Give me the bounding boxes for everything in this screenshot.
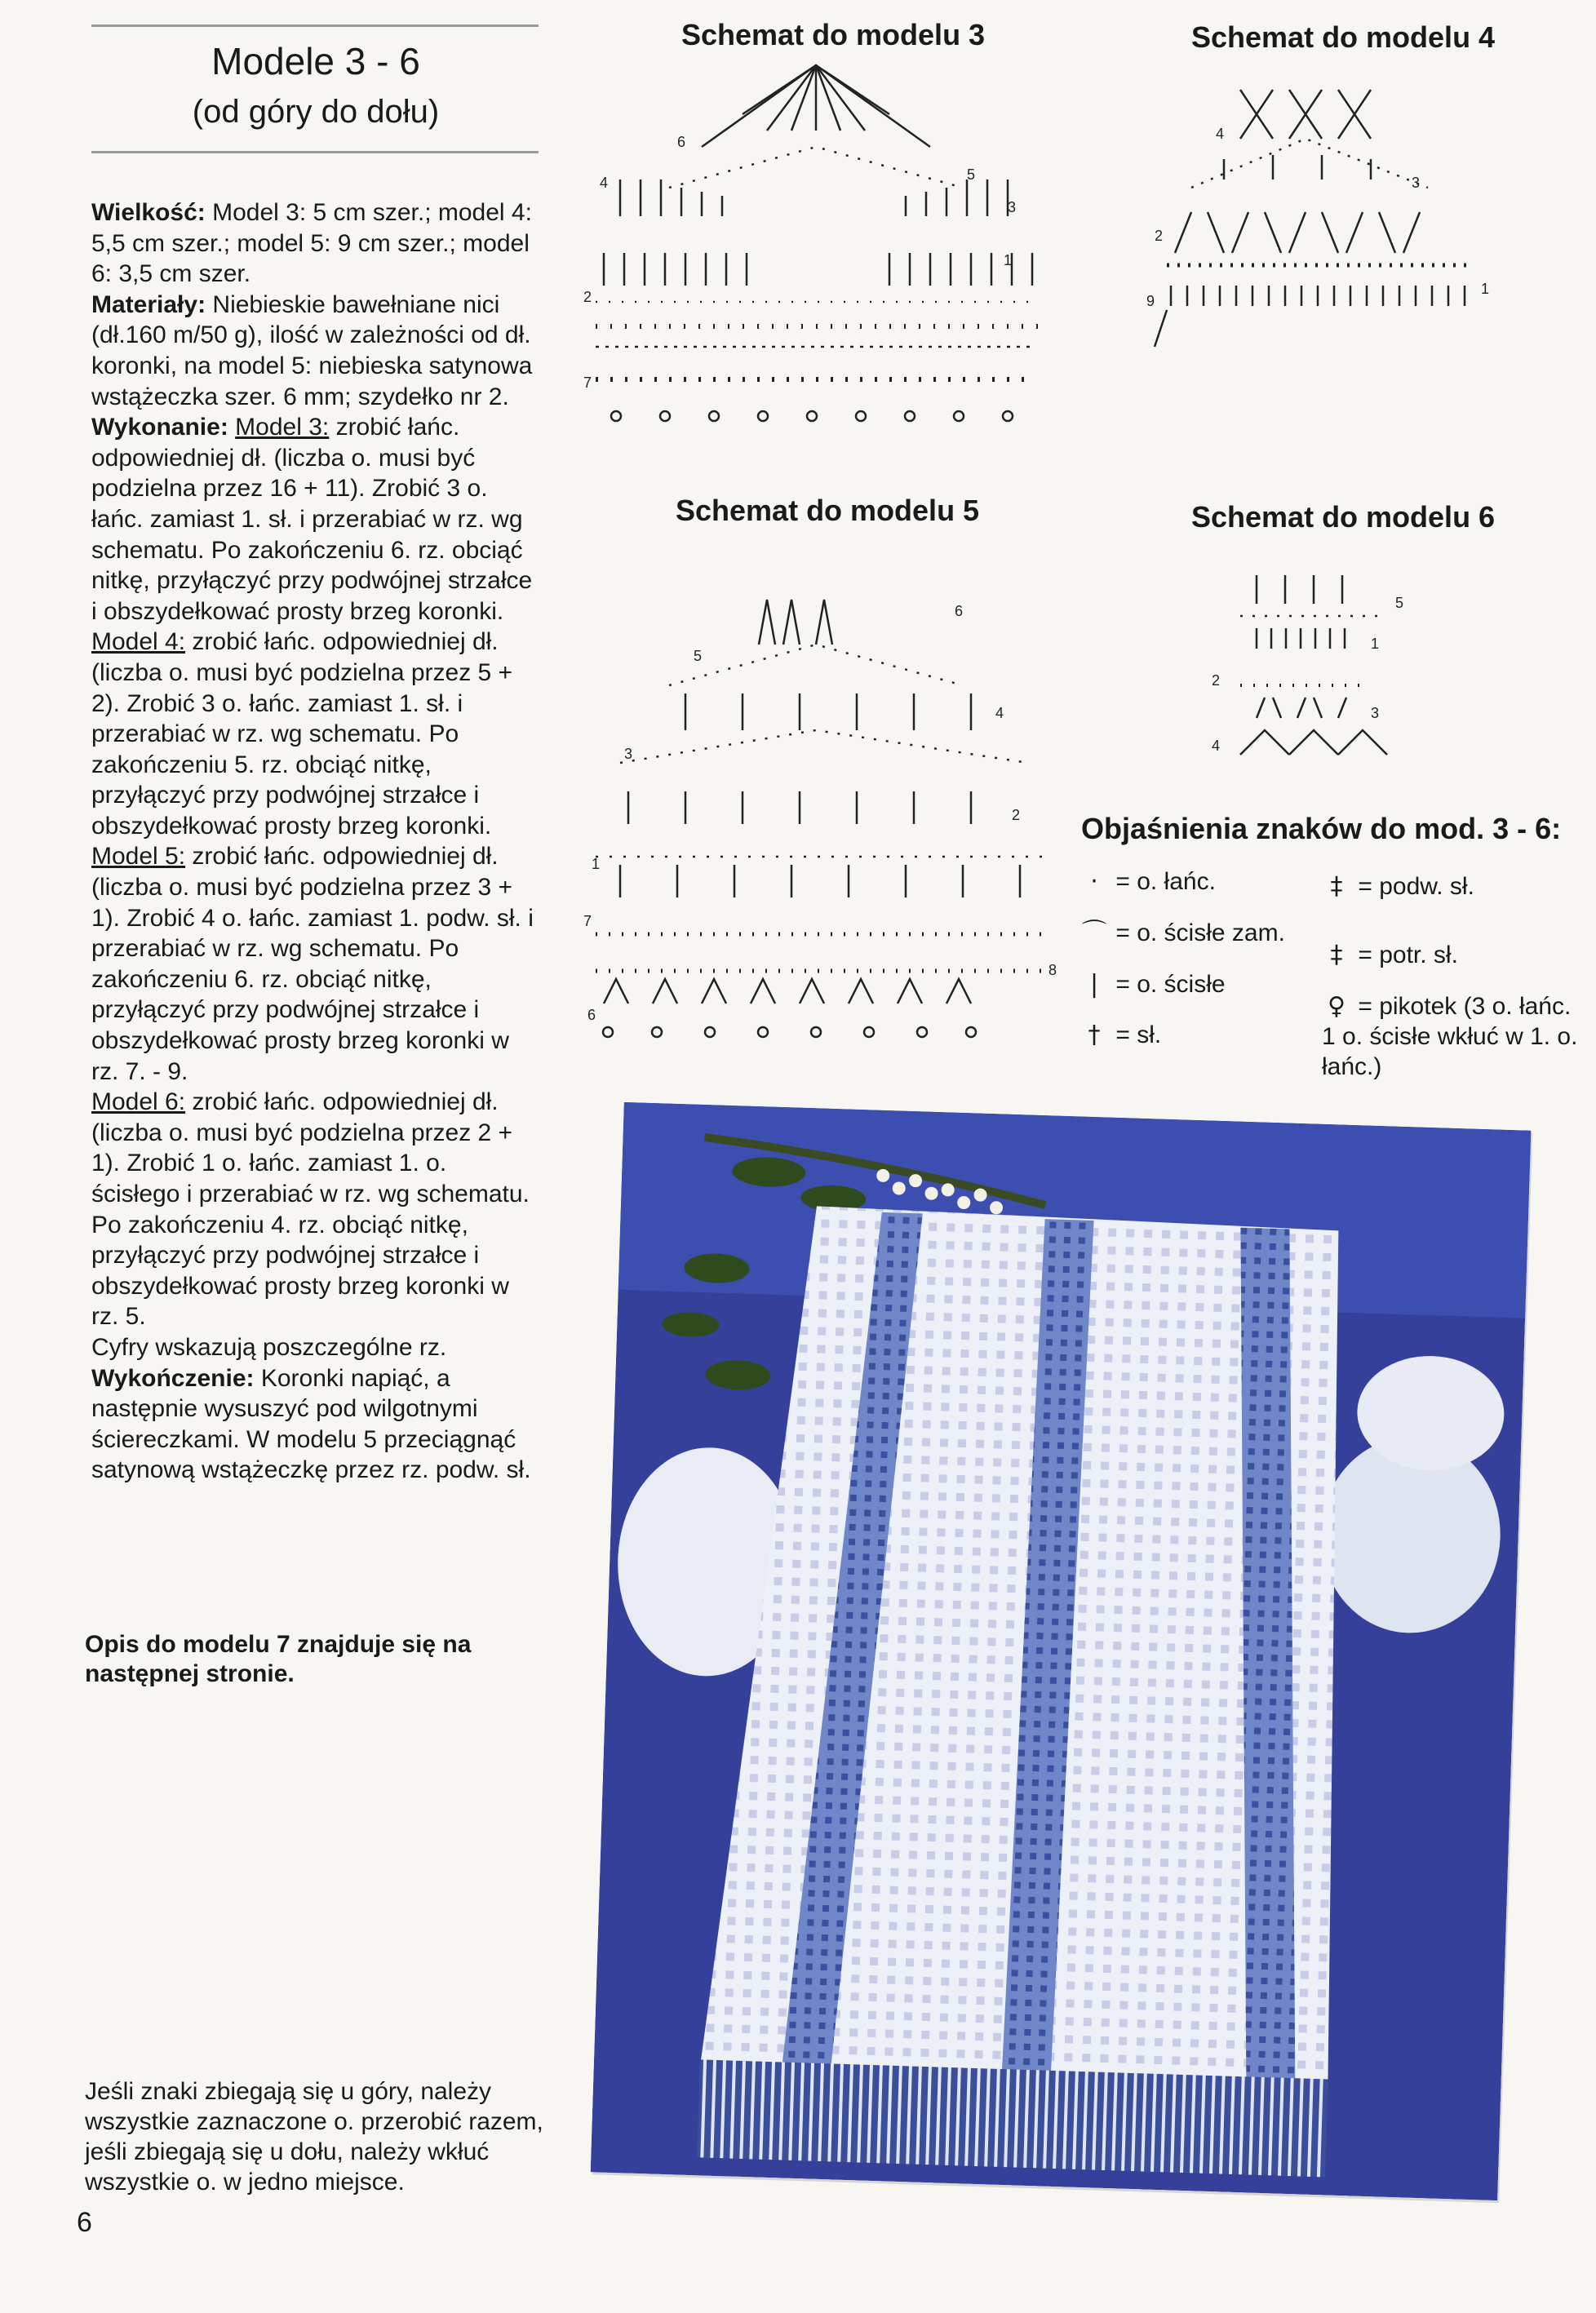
svg-text:7: 7 <box>583 374 592 391</box>
single-crochet-icon: | <box>1089 970 1099 999</box>
svg-text:4: 4 <box>995 705 1004 721</box>
execution-model3-paragraph: Wykonanie: Model 3: zrobić łańc. odpowiedniej dł. (liczba o. musi być podzielna przez 16 + 11). Zrobić 3 o. łańc. zamiast 1. sł. i przerabiać w rz. wg schematu. Po zakończeniu 6. rz. obciąć nitkę, przyłączyć przy podwójnej strzałce i obszydełkować prosty brzeg koronki. <box>91 414 533 625</box>
svg-text:8: 8 <box>1048 962 1057 978</box>
svg-text:2: 2 <box>1155 228 1164 244</box>
legend-double-crochet: † = sł. <box>1080 1020 1161 1050</box>
svg-text:7: 7 <box>583 913 592 929</box>
model6-paragraph: Model 6: zrobić łańc. odpowiedniej dł. (liczba o. musi być podzielna przez 2 + 1). Zrobić 1 o. łańc. zamiast 1. o. ścisłego i przerabiać w rz. wg schematu. Po zakończeniu 4. rz. obciąć nitkę, przyłączyć przy podwójnej strzałce i obszydełkować prosty brzeg koronki w rz. 5. <box>91 1088 530 1331</box>
legend-title: Objaśnienia znaków do mod. 3 - 6: <box>1081 812 1562 845</box>
size-paragraph: Wielkość: Model 3: 5 cm szer.; model 4: 5,5 cm szer.; model 5: 9 cm szer.; model 6: 3,5 cm szer. <box>91 199 532 288</box>
treble-crochet-icon: ‡ <box>1330 872 1343 901</box>
svg-text:2: 2 <box>1212 672 1221 689</box>
svg-text:4: 4 <box>1212 738 1221 754</box>
picot-icon: ♀ <box>1328 992 1346 1021</box>
title-rule-top <box>91 24 539 27</box>
triple-treble-icon: ‡ <box>1330 941 1343 969</box>
svg-text:5: 5 <box>694 648 703 664</box>
crochet-diagram-model4 <box>1142 65 1501 359</box>
title-rule-bottom <box>91 151 539 153</box>
scheme-title-model4: Schemat do modelu 4 <box>1191 20 1496 54</box>
svg-text:6: 6 <box>955 603 964 619</box>
legend-treble-crochet: ‡ = podw. sł. <box>1322 871 1474 902</box>
fan-top <box>702 65 930 147</box>
svg-text:4: 4 <box>1216 126 1225 142</box>
svg-text:3: 3 <box>1371 705 1380 721</box>
legend-slip-stitch: ⌒ = o. ścisłe zam. <box>1080 918 1285 948</box>
model5-paragraph: Model 5: zrobić łańc. odpowiedniej dł. (liczba o. musi być podzielna przez 3 + 1). Zrobić 4 o. łańc. zamiast 1. podw. sł. i przerabiać w rz. wg schematu. Po zakończeniu 6. rz. obciąć nitkę, przyłączyć przy podwójnej strzałce i obszydełkować prosty brzeg koronki w rz. 7. - 9. <box>91 843 534 1085</box>
page-number: 6 <box>77 2207 92 2238</box>
svg-text:1: 1 <box>1004 252 1013 268</box>
next-page-notice: Opis do modelu 7 znajduje się na następnej stronie. <box>85 1631 472 1687</box>
page-title: Modele 3 - 6 <box>211 40 420 82</box>
scheme-title-model6: Schemat do modelu 6 <box>1191 500 1496 534</box>
svg-text:3: 3 <box>1008 199 1017 215</box>
legend-triple-treble: ‡ = potr. sł. <box>1322 940 1458 970</box>
svg-text:5: 5 <box>1395 595 1404 611</box>
svg-text:6: 6 <box>677 134 686 150</box>
svg-text:4: 4 <box>600 175 609 191</box>
instructions-text <box>91 197 540 1486</box>
finishing-paragraph: Wykończenie: Koronki napiąć, a następnie wysuszyć pod wilgotnymi ściereczkami. W modelu 5 przeciągnąć satynową wstążeczkę przez rz. podw. sł. <box>91 1364 531 1484</box>
page-subtitle: (od góry do dołu) <box>192 94 440 130</box>
legend-chain-stitch: · = o. łańc. <box>1080 866 1216 897</box>
materials-paragraph: Materiały: Niebieskie bawełniane nici (dł.160 m/50 g), ilość w zależności od dł. koronki, na model 5: niebieska satynowa wstążeczka szer. 6 mm; szydełko nr 2. <box>91 290 533 410</box>
svg-text:1: 1 <box>1371 636 1380 652</box>
svg-text:3: 3 <box>624 746 633 762</box>
crochet-diagram-model5 <box>571 555 1077 1044</box>
model4-paragraph: Model 4: zrobić łańc. odpowiedniej dł. (liczba o. musi być podzielna przez 5 + 2). Zrobić 3 o. łańc. zamiast 1. sł. i przerabiać w rz. wg schematu. Po zakończeniu 5. rz. obciąć nitkę, przyłączyć przy podwójnej strzałce i obszydełkować prosty brzeg koronki. <box>91 628 513 840</box>
double-crochet-icon: † <box>1088 1021 1101 1049</box>
svg-text:9: 9 <box>1146 293 1155 309</box>
symbols-footnote: Jeśli znaki zbiegają się u góry, należy wszystkie zaznaczone o. przerobić razem, jeśli zbiegają się u dołu, należy wkłuć wszystkie o. w jedno miejsce. <box>85 2078 543 2196</box>
crochet-diagram-model3 <box>579 57 1053 441</box>
svg-text:1: 1 <box>1481 281 1490 297</box>
svg-text:6: 6 <box>587 1007 596 1023</box>
slip-stitch-icon: ⌒ <box>1082 919 1106 947</box>
scheme-title-model3: Schemat do modelu 3 <box>681 18 986 51</box>
legend-picot: ♀ = pikotek (3 o. łańc. 1 o. ścisłe wkłuć w 1. o. łańc.) <box>1322 992 1578 1080</box>
svg-text:2: 2 <box>583 289 592 305</box>
legend-single-crochet: | = o. ścisłe <box>1080 969 1226 999</box>
svg-text:1: 1 <box>592 856 601 872</box>
rows-note: Cyfry wskazują poszczególne rz. <box>91 1333 447 1361</box>
chain-stitch-icon: · <box>1090 867 1098 896</box>
svg-text:3: 3 <box>1412 175 1421 191</box>
svg-text:5: 5 <box>967 166 976 183</box>
svg-text:2: 2 <box>1012 807 1021 823</box>
crochet-diagram-model6 <box>1208 551 1444 787</box>
scheme-title-model5: Schemat do modelu 5 <box>676 494 980 527</box>
table-runner-photo <box>591 1102 1532 2200</box>
table-runner-illustration <box>591 1102 1532 2200</box>
